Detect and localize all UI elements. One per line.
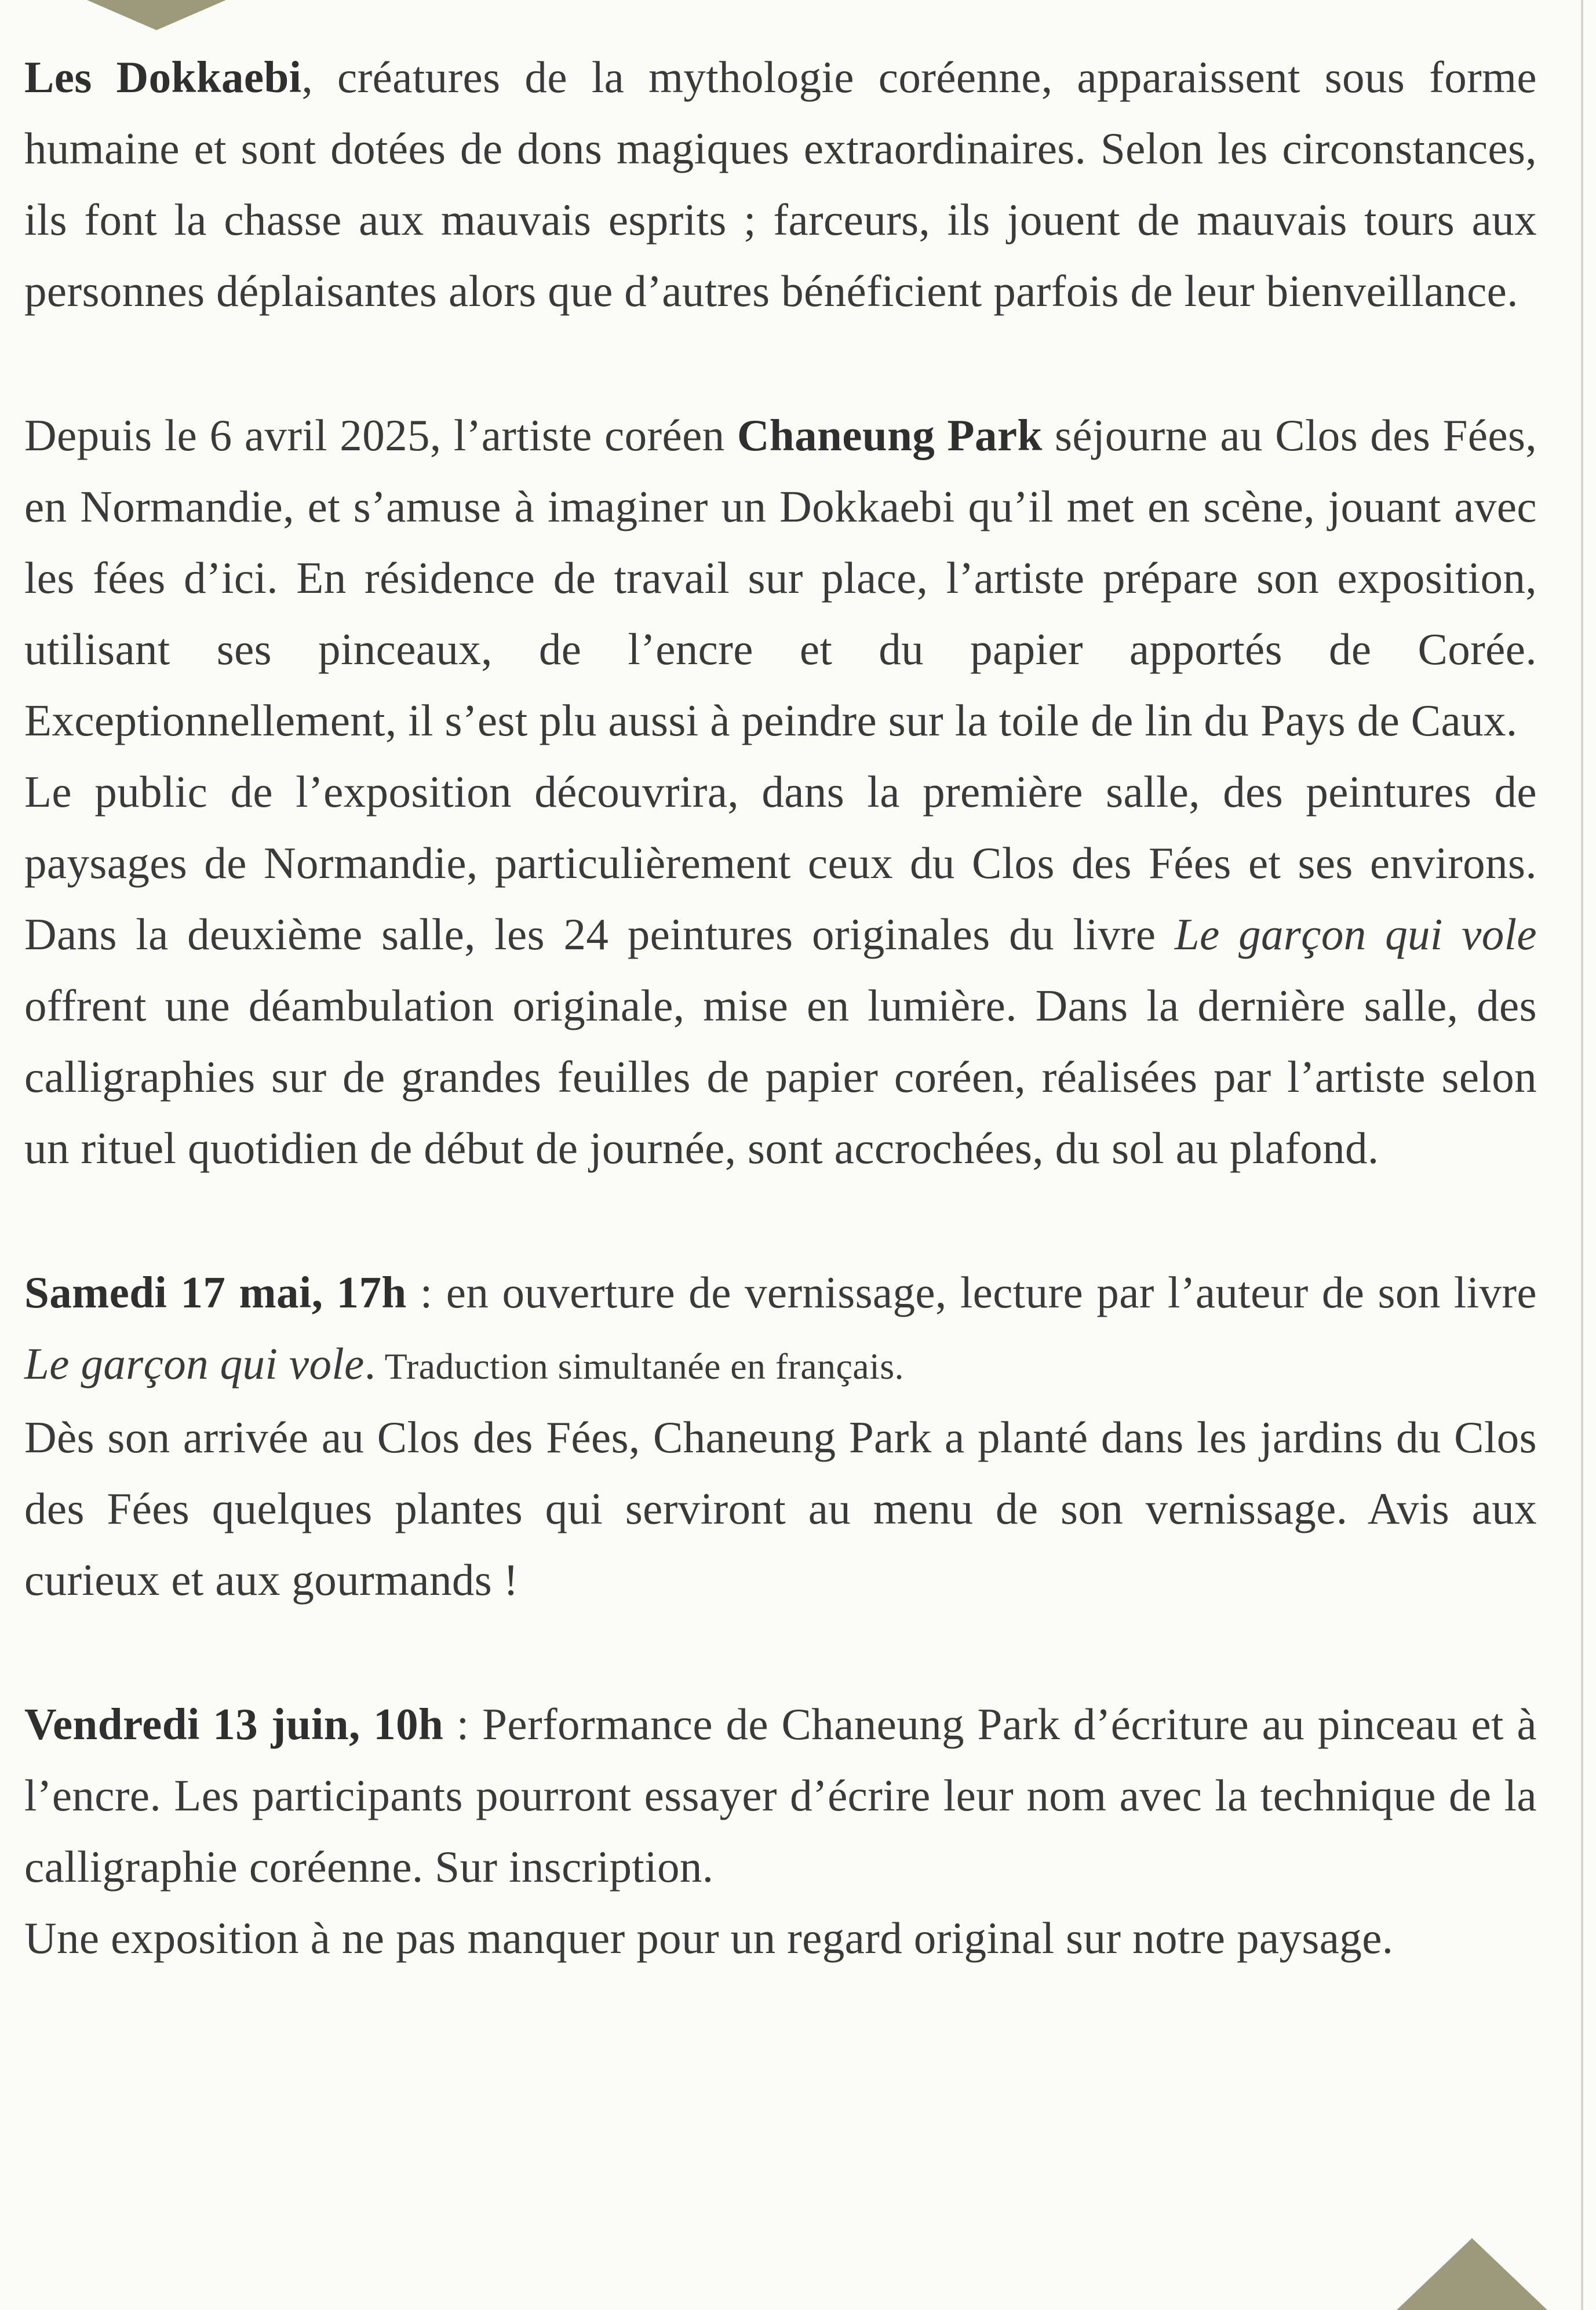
closing-text: Une exposition à ne pas manquer pour un regard original sur notre paysage. — [24, 1913, 1394, 1963]
opening-date: Samedi 17 mai, 17h — [24, 1267, 407, 1317]
bottom-corner-ornament — [1397, 2238, 1547, 2310]
intro-paragraph — [24, 42, 1537, 327]
opening-text-before: : en ouverture de vernissage, lecture par l’auteur de son livre — [406, 1267, 1537, 1317]
residency-text-before: Depuis le 6 avril 2025, l’artiste coréen — [24, 410, 737, 460]
top-corner-ornament — [87, 0, 226, 30]
performance-date: Vendredi 13 juin, 10h — [24, 1699, 444, 1749]
translation-note: Traduction simultanée en français. — [376, 1346, 904, 1387]
opening-book-title: Le garçon qui vole — [24, 1339, 365, 1389]
exhibition-rooms-paragraph — [24, 756, 1537, 1184]
performance-paragraph — [24, 1689, 1537, 1903]
intro-text: , créatures de la mythologie coréenne, apparaissent sous forme humaine et sont dotées de dons magiques extraordinaires. Selon les circonstances, ils font la chasse aux mauvais esprits ; farceurs, ils jouent de mauvais tours aux personnes déplaisantes alors que d’autres bénéficient parfois de leur bienveillance. — [24, 52, 1537, 316]
opening-event-paragraph — [24, 1257, 1537, 1402]
garden-text: Dès son arrivée au Clos des Fées, Chaneung Park a planté dans les jardins du Clos des Fées quelques plantes qui serviront au menu de son vernissage. Avis aux curieux et aux gourmands ! — [24, 1412, 1537, 1605]
book-title: Le garçon qui vole — [1174, 909, 1537, 959]
rooms-text-before: Le public de l’exposition découvrira, dans la première salle, des peintures de paysages de Normandie, particulièrement ceux du Clos des Fées et ses environs. Dans la deuxième salle, les 24 peintures originales du livre — [24, 767, 1537, 959]
right-page-edge — [1581, 0, 1583, 2310]
rooms-text-after: offrent une déambulation originale, mise en lumière. Dans la dernière salle, des calligraphies sur de grandes feuilles de papier coréen, réalisées par l’artiste selon un rituel quotidien de début de journée, sont accrochées, du sol au plafond. — [24, 981, 1537, 1173]
residency-paragraph — [24, 400, 1537, 756]
residency-text-after: séjourne au Clos des Fées, en Normandie, et s’amuse à imaginer un Dokkaebi qu’il met en scène, jouant avec les fées d’ici. En résidence de travail sur place, l’artiste prépare son exposition, utilisant ses pinceaux, de l’encre et du papier apportés de Corée. Exceptionnellement, il s’est plu aussi à peindre sur la toile de lin du Pays de Caux. — [24, 410, 1537, 745]
garden-paragraph — [24, 1402, 1537, 1616]
dokkaebi-term: Les Dokkaebi — [24, 52, 302, 102]
performance-text: : Performance de Chaneung Park d’écriture au pinceau et à l’encre. Les participants pourront essayer d’écrire leur nom avec la technique de la calligraphie coréenne. Sur inscription. — [24, 1699, 1537, 1892]
article-body — [24, 42, 1537, 1974]
artist-name: Chaneung Park — [737, 410, 1043, 460]
closing-paragraph — [24, 1903, 1537, 1974]
opening-text-after: . — [364, 1339, 376, 1389]
